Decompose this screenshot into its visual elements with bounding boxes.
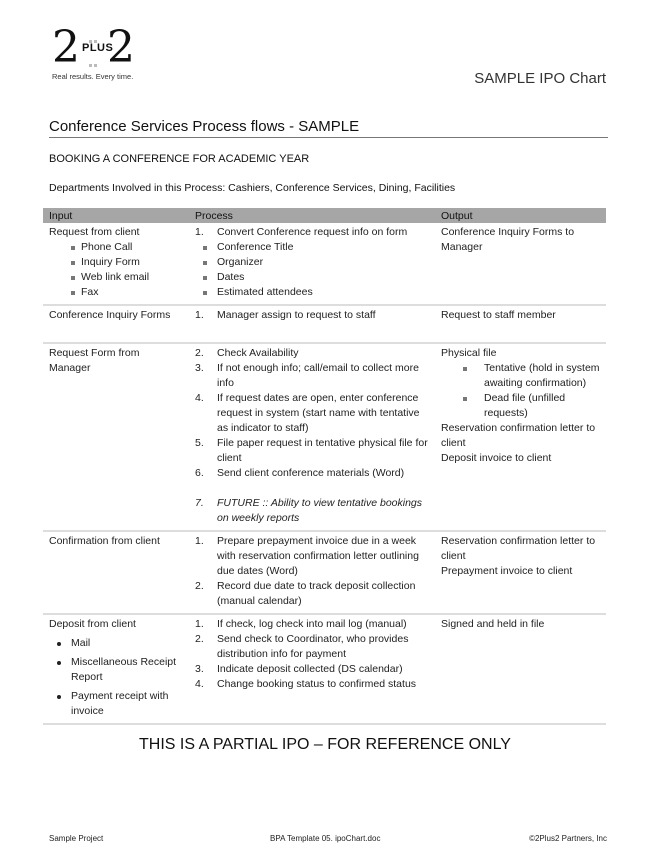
process-sublist [195,240,429,300]
logo-tagline: Real results. Every time. [52,72,134,81]
step-number: 2. [195,347,204,359]
process-step [195,617,429,632]
step-text: Convert Conference request info on form [217,226,408,238]
output-cell [435,614,606,724]
process-step [195,677,429,692]
process-step [195,391,429,436]
step-text: If not enough info; call/email to collect more info [217,362,419,389]
process-step [195,632,429,662]
step-text: If request dates are open, enter conference request in system (start name with tentative as indicator to staff) [217,392,420,434]
departments-line: Departments Involved in this Process: Cashiers, Conference Services, Dining, Facilities [49,182,456,194]
list-item: Payment receipt with invoice [49,689,183,719]
step-number: 4. [195,392,204,404]
process-step-future [195,496,429,526]
process-step [195,534,429,579]
table-row [43,614,606,724]
list-item: Miscellaneous Receipt Report [49,655,183,685]
input-text: Request Form from Manager [49,347,140,374]
step-text: Manager assign to request to staff [217,309,376,321]
header-output: Output [435,208,606,223]
step-text: Change booking status to confirmed status [217,678,417,690]
step-text: Check Availability [217,347,299,359]
output-cell [435,223,606,305]
input-text: Request from client [49,226,140,238]
logo-dots-top [89,30,99,38]
input-list [49,636,183,719]
footer-project: Sample Project [49,834,104,843]
process-step [195,225,429,240]
list-item: Fax [49,285,183,300]
output-text: Request to staff member [441,309,556,321]
input-text: Confirmation from client [49,535,160,547]
process-cell [189,343,435,531]
step-text: Record due date to track deposit collection (manual calendar) [217,580,416,607]
output-cell [435,531,606,614]
input-list [49,240,183,300]
list-item: Dates [195,270,429,285]
input-cell [43,305,189,343]
logo-plus: PLUS [82,42,114,54]
logo-dots-bottom [89,54,99,62]
output-text: Prepayment invoice to client [441,565,573,577]
step-text: Indicate deposit collected (DS calendar) [217,663,403,675]
input-cell [43,223,189,305]
output-text: Reservation confirmation letter to client [441,422,596,449]
table-row [43,343,606,531]
header-process: Process [189,208,435,223]
header-input: Input [43,208,189,223]
list-item: Estimated attendees [195,285,429,300]
step-number: 1. [195,309,204,321]
footer-copyright: ©2Plus2 Partners, Inc [529,834,607,843]
step-number: 3. [195,663,204,675]
process-step [195,662,429,677]
process-step [195,361,429,391]
step-number: 7. [195,497,204,509]
step-text: Send check to Coordinator, who provides distribution info for payment [217,633,409,660]
company-logo [52,22,152,86]
output-text: Deposit invoice to client [441,452,552,464]
step-text: File paper request in tentative physical file for client [217,437,428,464]
list-item: Phone Call [49,240,183,255]
list-item: Inquiry Form [49,255,183,270]
table-header-row [43,208,606,223]
process-step [195,308,429,323]
step-number: 1. [195,226,204,238]
output-text: Conference Inquiry Forms to Manager [441,226,575,253]
output-cell [435,305,606,343]
list-item: Mail [49,636,183,651]
output-text: Signed and held in file [441,618,545,630]
input-cell [43,614,189,724]
process-step [195,466,429,481]
step-text: If check, log check into mail log (manual) [217,618,407,630]
step-text: Send client conference materials (Word) [217,467,405,479]
output-cell [435,343,606,531]
section-heading: BOOKING A CONFERENCE FOR ACADEMIC YEAR [49,153,310,165]
spacer [195,481,429,496]
step-text: FUTURE :: Ability to view tentative bookings on weekly reports [217,497,423,524]
process-steps [195,346,429,526]
step-number: 2. [195,633,204,645]
output-sublist [441,361,600,421]
step-number: 3. [195,362,204,374]
ipo-table [43,208,606,725]
step-number: 6. [195,467,204,479]
table-row [43,305,606,343]
step-number: 1. [195,618,204,630]
partial-notice: THIS IS A PARTIAL IPO – FOR REFERENCE ONLY [139,736,511,753]
input-cell [43,343,189,531]
list-item: Tentative (hold in system awaiting confirmation) [441,361,600,391]
page-title: Conference Services Process flows - SAMPLE [49,118,608,138]
output-text: Physical file [441,347,497,359]
process-steps [195,534,429,609]
output-text: Reservation confirmation letter to client [441,535,596,562]
step-number: 2. [195,580,204,592]
process-steps [195,225,429,240]
table-row [43,531,606,614]
process-cell [189,305,435,343]
footer-filename: BPA Template 05. ipoChart.doc [270,834,381,843]
input-text: Deposit from client [49,618,136,630]
process-steps [195,617,429,692]
list-item: Organizer [195,255,429,270]
input-text: Conference Inquiry Forms [49,309,171,321]
logo-digit-right: 2 [107,22,135,73]
list-item: Dead file (unfilled requests) [441,391,600,421]
step-number: 4. [195,678,204,690]
list-item: Conference Title [195,240,429,255]
step-number: 5. [195,437,204,449]
document-type: SAMPLE IPO Chart [474,70,606,87]
table-row [43,223,606,305]
process-step [195,436,429,466]
process-step [195,579,429,609]
input-cell [43,531,189,614]
process-cell [189,223,435,305]
step-text: Prepare prepayment invoice due in a week with reservation confirmation letter outlining due dates (Word) [217,535,419,577]
process-cell [189,531,435,614]
process-steps [195,308,429,323]
logo-digit-left: 2 [52,22,80,73]
process-cell [189,614,435,724]
process-step [195,346,429,361]
step-number: 1. [195,535,204,547]
list-item: Web link email [49,270,183,285]
